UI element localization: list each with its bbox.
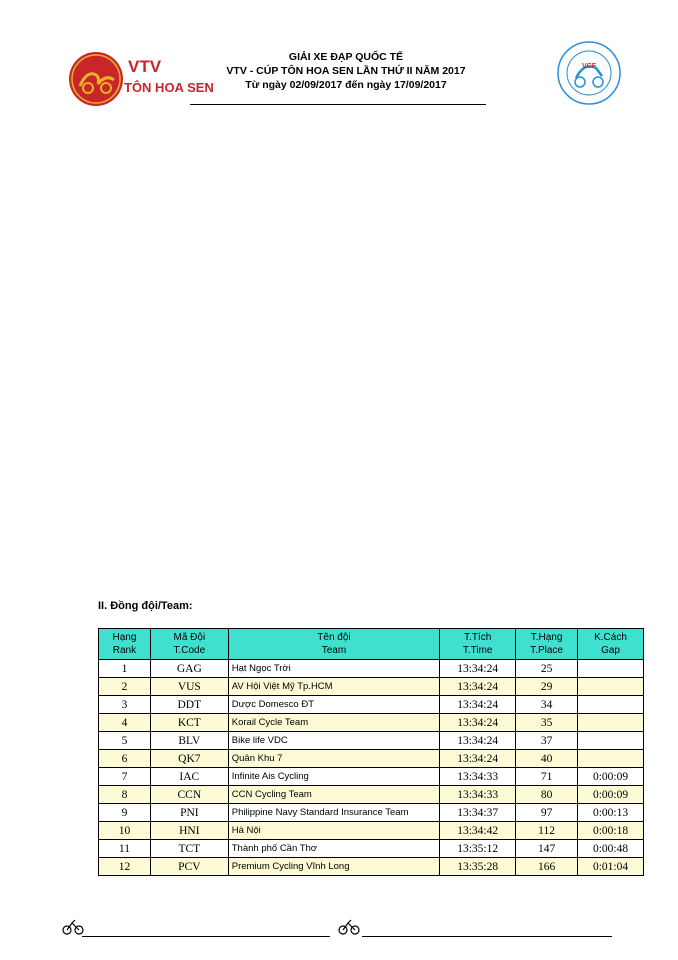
header-total-time: T.Tích T.Time — [440, 629, 516, 660]
cell-code: BLV — [150, 732, 228, 750]
cell-team: AV Hội Việt Mỹ Tp.HCM — [228, 678, 439, 696]
cell-time: 13:34:33 — [440, 786, 516, 804]
cell-team: Premium Cycling Vĩnh Long — [228, 858, 439, 876]
table-row — [99, 732, 644, 750]
cell-time: 13:34:24 — [440, 732, 516, 750]
header-total-place: T.Hạng T.Place — [516, 629, 578, 660]
cell-place: 29 — [516, 678, 578, 696]
cell-place: 71 — [516, 768, 578, 786]
cell-code: HNI — [150, 822, 228, 840]
cell-place: 35 — [516, 714, 578, 732]
cell-rank: 10 — [99, 822, 151, 840]
cell-code: PCV — [150, 858, 228, 876]
cell-time: 13:35:28 — [440, 858, 516, 876]
cell-place: 37 — [516, 732, 578, 750]
header-divider — [190, 104, 486, 105]
cell-rank: 12 — [99, 858, 151, 876]
cell-rank: 8 — [99, 786, 151, 804]
cell-time: 13:34:24 — [440, 660, 516, 678]
table-row — [99, 660, 644, 678]
cell-rank: 5 — [99, 732, 151, 750]
header-line-2: VTV - CÚP TÔN HOA SEN LẦN THỨ II NĂM 2017 — [226, 65, 466, 77]
cell-rank: 4 — [99, 714, 151, 732]
table-row — [99, 858, 644, 876]
cell-gap: 0:00:48 — [578, 840, 644, 858]
footer-signature-line-right — [362, 936, 612, 937]
cell-rank: 2 — [99, 678, 151, 696]
cell-rank: 11 — [99, 840, 151, 858]
cell-code: IAC — [150, 768, 228, 786]
cell-time: 13:34:42 — [440, 822, 516, 840]
cell-team: Quân Khu 7 — [228, 750, 439, 768]
cell-rank: 7 — [99, 768, 151, 786]
table-header-row — [99, 629, 644, 660]
cell-place: 112 — [516, 822, 578, 840]
cell-place: 34 — [516, 696, 578, 714]
cell-team: Infinite Ais Cycling — [228, 768, 439, 786]
logo-left-top-text: VTV — [128, 57, 162, 76]
cell-place: 97 — [516, 804, 578, 822]
cell-code: GAG — [150, 660, 228, 678]
cell-team: Philippine Navy Standard Insurance Team — [228, 804, 439, 822]
cell-code: PNI — [150, 804, 228, 822]
table-row — [99, 714, 644, 732]
footer-signature-line-left — [82, 936, 330, 937]
table-row — [99, 822, 644, 840]
cell-time: 13:34:24 — [440, 696, 516, 714]
table-row — [99, 768, 644, 786]
cell-gap — [578, 660, 644, 678]
cell-code: DDT — [150, 696, 228, 714]
cell-code: QK7 — [150, 750, 228, 768]
cell-time: 13:34:24 — [440, 678, 516, 696]
cell-gap: 0:00:18 — [578, 822, 644, 840]
cell-code: VUS — [150, 678, 228, 696]
table-row — [99, 804, 644, 822]
cell-time: 13:34:24 — [440, 714, 516, 732]
table-row — [99, 840, 644, 858]
cell-gap — [578, 696, 644, 714]
cell-rank: 9 — [99, 804, 151, 822]
cyclist-icon — [338, 916, 360, 936]
header-line-3: Từ ngày 02/09/2017 đến ngày 17/09/2017 — [245, 79, 447, 91]
cell-gap: 0:01:04 — [578, 858, 644, 876]
cell-code: CCN — [150, 786, 228, 804]
cell-team: Bike life VDC — [228, 732, 439, 750]
cell-place: 80 — [516, 786, 578, 804]
table-row — [99, 786, 644, 804]
section-title: II. Đồng đội/Team: — [98, 600, 193, 612]
cell-team: Thành phố Cần Thơ — [228, 840, 439, 858]
cell-code: KCT — [150, 714, 228, 732]
document-header — [190, 50, 502, 92]
cell-team: Korail Cycle Team — [228, 714, 439, 732]
table-row — [99, 696, 644, 714]
cell-rank: 1 — [99, 660, 151, 678]
cell-gap: 0:00:09 — [578, 768, 644, 786]
cell-gap: 0:00:09 — [578, 786, 644, 804]
header-gap: K.Cách Gap — [578, 629, 644, 660]
vcf-federation-logo — [556, 40, 622, 106]
header-team-name: Tên đội Team — [228, 629, 439, 660]
cell-place: 166 — [516, 858, 578, 876]
cell-team: CCN Cycling Team — [228, 786, 439, 804]
cell-time: 13:35:12 — [440, 840, 516, 858]
cell-gap: 0:00:13 — [578, 804, 644, 822]
cell-gap — [578, 750, 644, 768]
cell-rank: 6 — [99, 750, 151, 768]
header-team-code: Mã Đội T.Code — [150, 629, 228, 660]
cell-place: 40 — [516, 750, 578, 768]
cell-team: Hà Nội — [228, 822, 439, 840]
table-row — [99, 678, 644, 696]
cell-gap — [578, 678, 644, 696]
logo-right-text: VCF — [582, 63, 596, 70]
cyclist-icon — [62, 916, 84, 936]
table-row — [99, 750, 644, 768]
cell-gap — [578, 714, 644, 732]
header-line-1: GIẢI XE ĐẠP QUỐC TẾ — [288, 51, 404, 63]
cell-rank: 3 — [99, 696, 151, 714]
cell-time: 13:34:33 — [440, 768, 516, 786]
cell-place: 25 — [516, 660, 578, 678]
cell-place: 147 — [516, 840, 578, 858]
cell-time: 13:34:37 — [440, 804, 516, 822]
logo-left-bottom-text: TÔN HOA SEN — [124, 80, 214, 95]
team-results-table — [98, 628, 644, 876]
cell-team: Hạt Ngọc Trời — [228, 660, 439, 678]
cell-code: TCT — [150, 840, 228, 858]
header-rank: Hạng Rank — [99, 629, 151, 660]
cell-team: Dược Domesco ĐT — [228, 696, 439, 714]
cell-gap — [578, 732, 644, 750]
cell-time: 13:34:24 — [440, 750, 516, 768]
